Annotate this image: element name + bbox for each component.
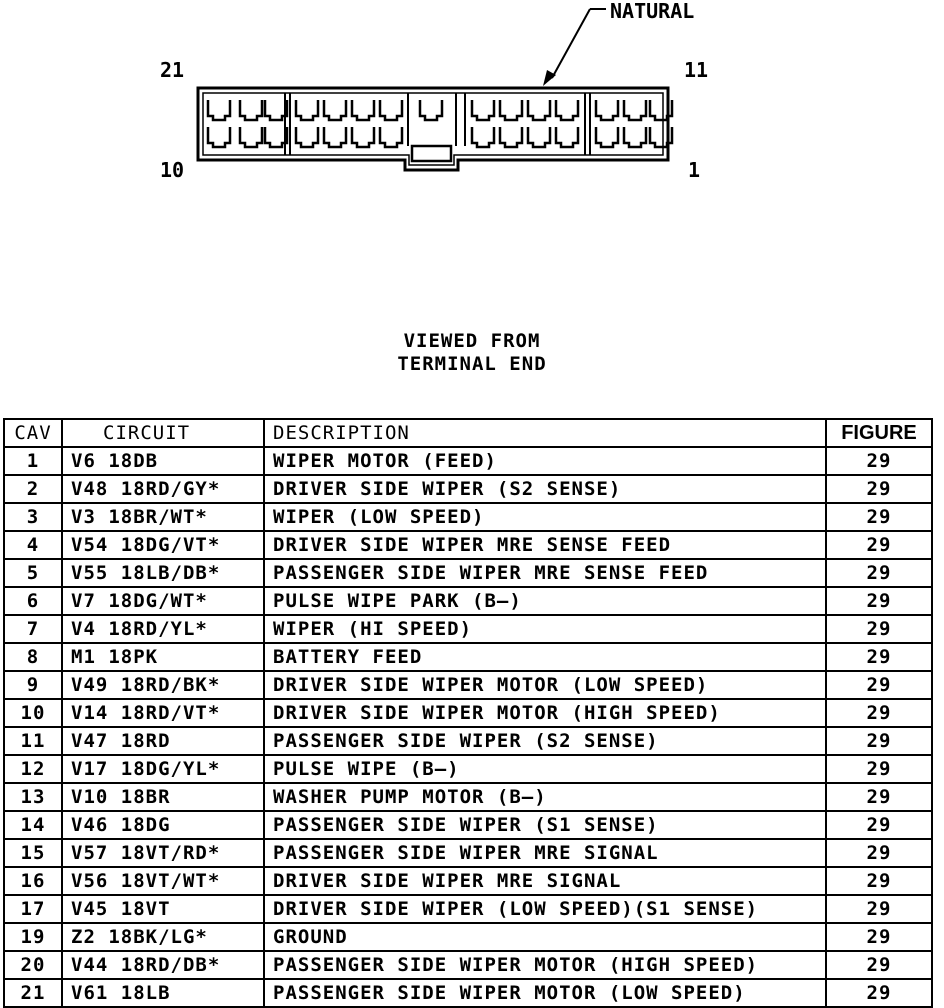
terminal-cavity [500, 100, 522, 120]
description-cell: BATTERY FEED [264, 643, 826, 671]
figure-cell: 29 [826, 531, 932, 559]
figure-cell: 29 [826, 475, 932, 503]
figure-cell: 29 [826, 783, 932, 811]
terminal-cavity [296, 100, 318, 120]
table-row [4, 783, 932, 811]
table-header-row [4, 419, 932, 447]
description-cell: PASSENGER SIDE WIPER (S1 SENSE) [264, 811, 826, 839]
terminal-cavity [352, 127, 374, 147]
description-cell: DRIVER SIDE WIPER MRE SENSE FEED [264, 531, 826, 559]
pinout-table [3, 418, 933, 1008]
figure-cell: 29 [826, 895, 932, 923]
circuit-cell: V44 18RD/DB* [62, 951, 264, 979]
terminal-cavity [352, 100, 374, 120]
circuit-cell: V7 18DG/WT* [62, 587, 264, 615]
view-note-line-2: TERMINAL END [397, 353, 547, 375]
cav-cell: 9 [4, 671, 62, 699]
table-row [4, 727, 932, 755]
description-cell: DRIVER SIDE WIPER (LOW SPEED)(S1 SENSE) [264, 895, 826, 923]
cav-cell: 10 [4, 699, 62, 727]
table-row [4, 447, 932, 475]
connector-housing [198, 88, 668, 170]
circuit-cell: M1 18PK [62, 643, 264, 671]
terminal-cavity [380, 100, 402, 120]
table-row [4, 951, 932, 979]
circuit-cell: V61 18LB [62, 979, 264, 1007]
terminal-cavity [472, 127, 494, 147]
terminal-cavity [208, 127, 230, 147]
table-row [4, 531, 932, 559]
table-row [4, 755, 932, 783]
cav-cell: 17 [4, 895, 62, 923]
circuit-cell: V56 18VT/WT* [62, 867, 264, 895]
terminal-cavity [265, 100, 287, 120]
figure-cell: 29 [826, 839, 932, 867]
terminal-cavity [324, 127, 346, 147]
circuit-cell: V4 18RD/YL* [62, 615, 264, 643]
cav-cell: 7 [4, 615, 62, 643]
terminal-cavity [472, 100, 494, 120]
description-cell: DRIVER SIDE WIPER MOTOR (HIGH SPEED) [264, 699, 826, 727]
table-row [4, 923, 932, 951]
terminal-cavity [596, 127, 618, 147]
description-cell: GROUND [264, 923, 826, 951]
view-note-line-1: VIEWED FROM [403, 330, 541, 352]
terminal-cavity [528, 100, 550, 120]
figure-cell: 29 [826, 867, 932, 895]
terminal-cavity [240, 100, 262, 120]
cav-cell: 21 [4, 979, 62, 1007]
terminal-cavity [296, 127, 318, 147]
terminal-cavity [420, 100, 442, 120]
description-cell: DRIVER SIDE WIPER MOTOR (LOW SPEED) [264, 671, 826, 699]
terminal-cavity [208, 100, 230, 120]
description-cell: PULSE WIPE (B—) [264, 755, 826, 783]
cav-cell: 13 [4, 783, 62, 811]
header-description: DESCRIPTION [264, 419, 826, 447]
description-cell: DRIVER SIDE WIPER (S2 SENSE) [264, 475, 826, 503]
circuit-cell: V6 18DB [62, 447, 264, 475]
circuit-cell: V48 18RD/GY* [62, 475, 264, 503]
terminal-cavity [265, 127, 287, 147]
terminal-cavity [624, 127, 646, 147]
pin-number-21: 21 [160, 58, 185, 82]
circuit-cell: Z2 18BK/LG* [62, 923, 264, 951]
terminal-cavity [240, 127, 262, 147]
figure-cell: 29 [826, 559, 932, 587]
circuit-cell: V45 18VT [62, 895, 264, 923]
circuit-cell: V57 18VT/RD* [62, 839, 264, 867]
description-cell: WIPER MOTOR (FEED) [264, 447, 826, 475]
description-cell: WIPER (HI SPEED) [264, 615, 826, 643]
circuit-cell: V49 18RD/BK* [62, 671, 264, 699]
table-row [4, 867, 932, 895]
figure-cell: 29 [826, 951, 932, 979]
header-figure: FIGURE [826, 419, 932, 447]
terminal-cavity [324, 100, 346, 120]
cav-cell: 16 [4, 867, 62, 895]
description-cell: PASSENGER SIDE WIPER MOTOR (HIGH SPEED) [264, 951, 826, 979]
cav-cell: 20 [4, 951, 62, 979]
table-row [4, 475, 932, 503]
table-row [4, 699, 932, 727]
figure-cell: 29 [826, 811, 932, 839]
cav-cell: 1 [4, 447, 62, 475]
cav-cell: 4 [4, 531, 62, 559]
connector-color-label: NATURAL [610, 0, 695, 23]
circuit-cell: V3 18BR/WT* [62, 503, 264, 531]
circuit-cell: V55 18LB/DB* [62, 559, 264, 587]
cav-cell: 11 [4, 727, 62, 755]
figure-cell: 29 [826, 755, 932, 783]
cav-cell: 8 [4, 643, 62, 671]
cav-cell: 19 [4, 923, 62, 951]
header-circuit: CIRCUIT [62, 419, 264, 447]
pin-number-10: 10 [160, 158, 185, 182]
figure-cell: 29 [826, 699, 932, 727]
cav-cell: 12 [4, 755, 62, 783]
cav-cell: 3 [4, 503, 62, 531]
terminal-cavity [624, 100, 646, 120]
description-cell: WIPER (LOW SPEED) [264, 503, 826, 531]
terminal-cavity [528, 127, 550, 147]
description-cell: PULSE WIPE PARK (B—) [264, 587, 826, 615]
figure-cell: 29 [826, 447, 932, 475]
figure-cell: 29 [826, 671, 932, 699]
terminal-cavities [208, 100, 672, 147]
figure-cell: 29 [826, 979, 932, 1007]
circuit-cell: V17 18DG/YL* [62, 755, 264, 783]
table-row [4, 839, 932, 867]
cav-cell: 6 [4, 587, 62, 615]
circuit-cell: V14 18RD/VT* [62, 699, 264, 727]
circuit-cell: V54 18DG/VT* [62, 531, 264, 559]
table-row [4, 979, 932, 1007]
table-row [4, 671, 932, 699]
figure-cell: 29 [826, 643, 932, 671]
table-row [4, 811, 932, 839]
table-row [4, 895, 932, 923]
connector-diagram [0, 0, 944, 320]
table-row [4, 615, 932, 643]
cav-cell: 15 [4, 839, 62, 867]
circuit-cell: V10 18BR [62, 783, 264, 811]
description-cell: PASSENGER SIDE WIPER (S2 SENSE) [264, 727, 826, 755]
description-cell: DRIVER SIDE WIPER MRE SIGNAL [264, 867, 826, 895]
terminal-cavity [596, 100, 618, 120]
table-row [4, 643, 932, 671]
figure-cell: 29 [826, 923, 932, 951]
description-cell: WASHER PUMP MOTOR (B—) [264, 783, 826, 811]
figure-cell: 29 [826, 587, 932, 615]
figure-cell: 29 [826, 503, 932, 531]
cav-cell: 5 [4, 559, 62, 587]
pin-number-11: 11 [684, 58, 709, 82]
terminal-cavity [556, 127, 578, 147]
header-cav: CAV [4, 419, 62, 447]
circuit-cell: V46 18DG [62, 811, 264, 839]
description-cell: PASSENGER SIDE WIPER MOTOR (LOW SPEED) [264, 979, 826, 1007]
figure-cell: 29 [826, 615, 932, 643]
color-leader-arrow [543, 9, 606, 86]
description-cell: PASSENGER SIDE WIPER MRE SENSE FEED [264, 559, 826, 587]
terminal-cavity [500, 127, 522, 147]
table-row [4, 587, 932, 615]
terminal-cavity [556, 100, 578, 120]
cav-cell: 14 [4, 811, 62, 839]
table-row [4, 559, 932, 587]
terminal-cavity [380, 127, 402, 147]
table-row [4, 503, 932, 531]
pin-number-1: 1 [688, 158, 701, 182]
figure-cell: 29 [826, 727, 932, 755]
description-cell: PASSENGER SIDE WIPER MRE SIGNAL [264, 839, 826, 867]
cav-cell: 2 [4, 475, 62, 503]
circuit-cell: V47 18RD [62, 727, 264, 755]
